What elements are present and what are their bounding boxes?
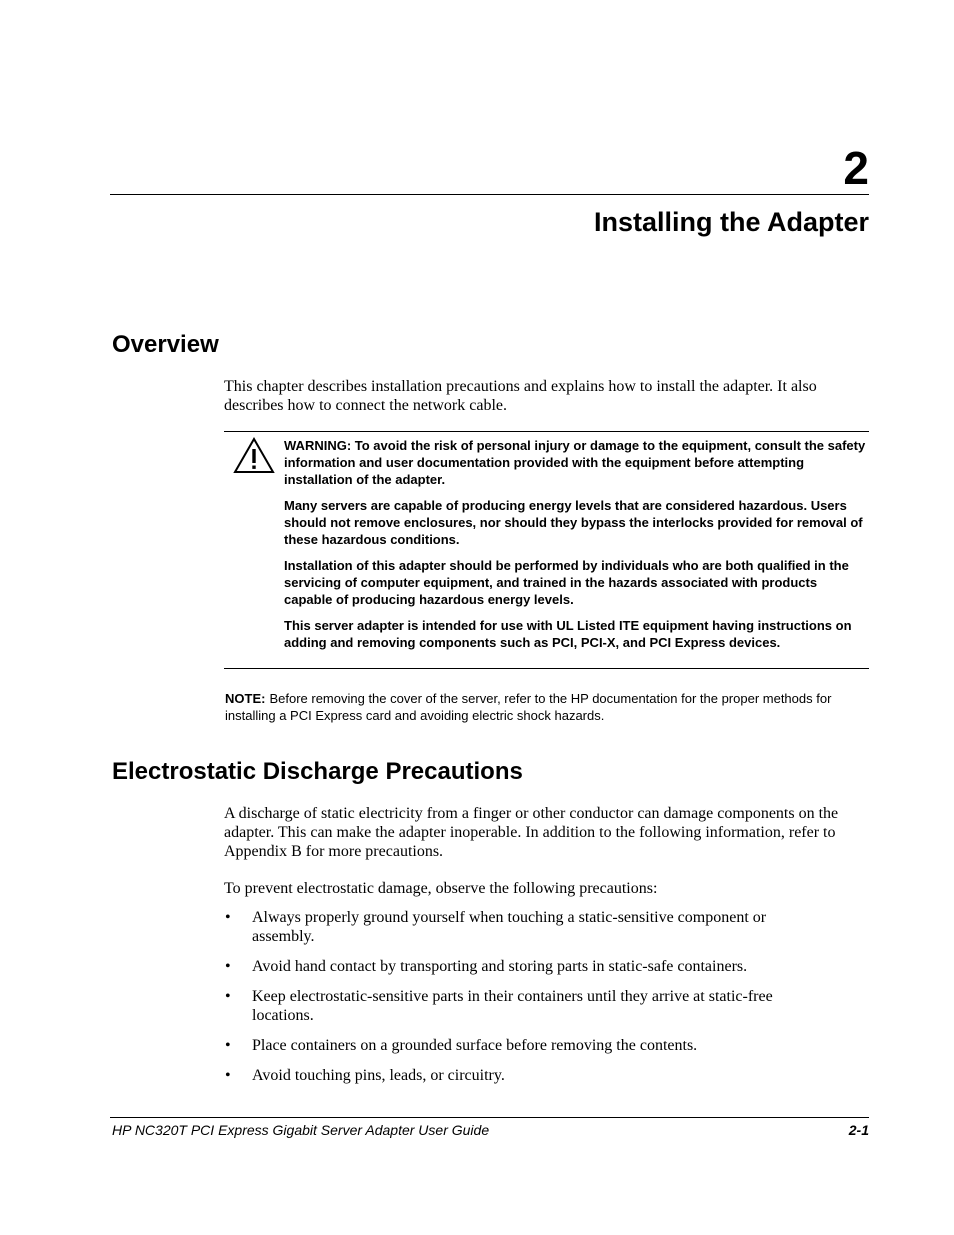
note-text: Before removing the cover of the server, refer to the HP documentation for the proper methods for installing a PCI Express card and avoiding electric shock hazards. <box>225 691 832 723</box>
list-item <box>224 957 812 976</box>
footer-document-title: HP NC320T PCI Express Gigabit Server Adapter User Guide <box>112 1122 490 1138</box>
list-item-text: Avoid touching pins, leads, or circuitry. <box>252 1067 505 1084</box>
list-item <box>224 1066 812 1085</box>
warning-paragraph: WARNING: To avoid the risk of personal injury or damage to the equipment, consult the safety information and user documentation provided with the equipment before attempting installation of the adapter. <box>284 438 866 487</box>
warning-content <box>284 437 869 651</box>
overview-heading: Overview <box>112 331 219 358</box>
warning-triangle-icon <box>233 437 275 475</box>
note <box>225 690 870 724</box>
footer-page-number: 2-1 <box>848 1122 869 1138</box>
chapter-divider <box>110 194 869 195</box>
list-item-text: Keep electrostatic-sensitive parts in their containers until they arrive at static-free locations. <box>252 988 773 1024</box>
note-label: NOTE: <box>225 691 266 706</box>
warning-paragraph: Installation of this adapter should be performed by individuals who are both qualified in the servicing of computer equipment, and trained in the hazards associated with products capable of producing hazardous energy levels. <box>284 558 849 607</box>
footer-divider <box>110 1117 869 1118</box>
list-item <box>224 987 812 1025</box>
bullet: • <box>225 988 231 1005</box>
bullet: • <box>225 1037 231 1054</box>
bullet: • <box>225 909 231 926</box>
bullet: • <box>225 1067 231 1084</box>
list-item <box>224 1036 812 1055</box>
list-item-text: Place containers on a grounded surface before removing the contents. <box>252 1037 698 1054</box>
list-item-text: Always properly ground yourself when touching a static-sensitive component or assembly. <box>252 909 767 945</box>
warning-paragraph: Many servers are capable of producing energy levels that are considered hazardous. Users should not remove enclosures, nor should they bypass the interlocks provided for removal of these hazardous conditions. <box>284 498 863 547</box>
bullet: • <box>225 958 231 975</box>
warning-paragraph: This server adapter is intended for use with UL Listed ITE equipment having instructions on adding and removing components such as PCI, PCI-X, and PCI Express devices. <box>284 618 852 650</box>
esd-paragraph-1: A discharge of static electricity from a finger or other conductor can damage components on the adapter. This can make the adapter inoperable. In addition to the following information, refer to Appendix B for more precautions. <box>224 805 839 860</box>
chapter-number: 2 <box>843 142 869 194</box>
warning-box <box>224 431 869 669</box>
esd-paragraph-2: To prevent electrostatic damage, observe the following precautions: <box>224 880 658 897</box>
esd-heading: Electrostatic Discharge Precautions <box>112 758 523 785</box>
precautions-list <box>224 908 869 1096</box>
list-item <box>224 908 812 946</box>
overview-intro: This chapter describes installation precautions and explains how to install the adapter. It also describes how to connect the network cable. <box>224 378 817 414</box>
chapter-title: Installing the Adapter <box>593 207 869 237</box>
list-item-text: Avoid hand contact by transporting and storing parts in static-safe containers. <box>252 958 748 975</box>
